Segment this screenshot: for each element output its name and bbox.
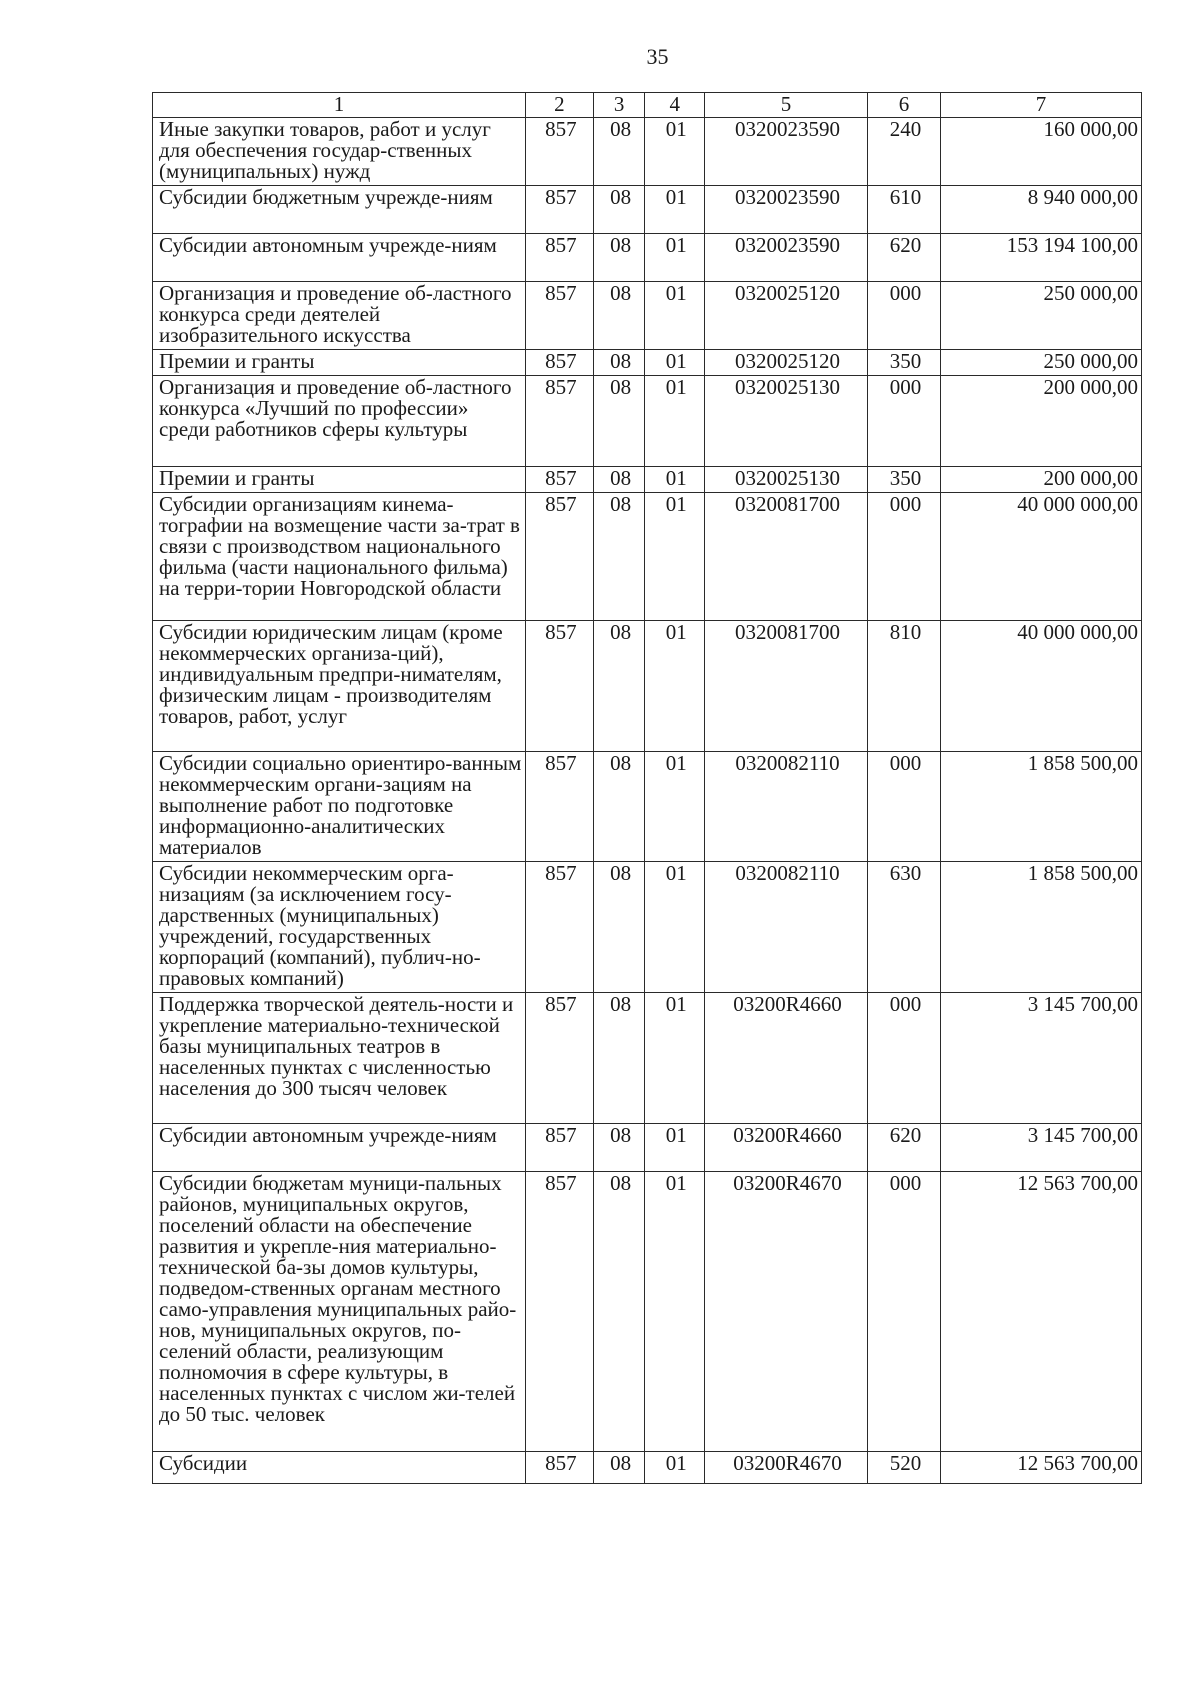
column-header-1: 1	[153, 93, 526, 118]
ministry-code: 857	[525, 282, 593, 350]
amount: 12 563 700,00	[941, 1452, 1142, 1484]
amount: 12 563 700,00	[941, 1172, 1142, 1452]
row-description: Субсидии бюджетам муници-пальных районов, муниципальных округов, поселений области на обеспечение развития и укрепле-ния материально-технической ба-зы домов культуры, подведом-ственных органам местного само-управления муниципальных райо-нов, муниципальных округов, по-селений области, реализующим полномочия в сфере культуры, в населенных пунктах с числом жи-телей до 50 тыс. человек	[153, 1172, 526, 1452]
subsection-code: 01	[645, 1452, 705, 1484]
ministry-code: 857	[525, 186, 593, 234]
target-item-code: 03200R4670	[705, 1452, 868, 1484]
subsection-code: 01	[645, 186, 705, 234]
target-item-code: 0320025120	[705, 282, 868, 350]
subsection-code: 01	[645, 350, 705, 376]
table-body	[153, 118, 1142, 1484]
section-code: 08	[593, 993, 645, 1124]
target-item-code: 0320081700	[705, 493, 868, 621]
target-item-code: 0320081700	[705, 621, 868, 752]
column-header-5: 5	[705, 93, 868, 118]
table-row	[153, 1452, 1142, 1484]
row-description: Субсидии	[153, 1452, 526, 1484]
row-description: Субсидии организациям кинема-тографии на возмещение части за-трат в связи с производством национального фильма (части национального фильма) на терри-тории Новгородской области	[153, 493, 526, 621]
ministry-code: 857	[525, 118, 593, 186]
subsection-code: 01	[645, 376, 705, 467]
section-code: 08	[593, 376, 645, 467]
amount: 200 000,00	[941, 376, 1142, 467]
table-row	[153, 282, 1142, 350]
section-code: 08	[593, 621, 645, 752]
expense-type-code: 620	[867, 1124, 940, 1172]
row-description: Иные закупки товаров, работ и услуг для обеспечения государ-ственных (муниципальных) нужд	[153, 118, 526, 186]
amount: 250 000,00	[941, 282, 1142, 350]
row-description: Субсидии юридическим лицам (кроме некоммерческих организа-ций), индивидуальным предпри-нимателям, физическим лицам - производителям товаров, работ, услуг	[153, 621, 526, 752]
table-row	[153, 376, 1142, 467]
row-description: Субсидии некоммерческим орга-низациям (за исключением госу-дарственных (муниципальных) учреждений, государственных корпораций (компаний), публич-но-правовых компаний)	[153, 862, 526, 993]
expense-type-code: 000	[867, 493, 940, 621]
subsection-code: 01	[645, 1172, 705, 1452]
row-description: Субсидии бюджетным учрежде-ниям	[153, 186, 526, 234]
ministry-code: 857	[525, 234, 593, 282]
target-item-code: 0320025130	[705, 376, 868, 467]
ministry-code: 857	[525, 1172, 593, 1452]
expense-type-code: 240	[867, 118, 940, 186]
section-code: 08	[593, 752, 645, 862]
table-row	[153, 993, 1142, 1124]
section-code: 08	[593, 1452, 645, 1484]
column-header-4: 4	[645, 93, 705, 118]
table-row	[153, 752, 1142, 862]
amount: 153 194 100,00	[941, 234, 1142, 282]
amount: 250 000,00	[941, 350, 1142, 376]
target-item-code: 03200R4660	[705, 1124, 868, 1172]
row-description: Премии и гранты	[153, 350, 526, 376]
section-code: 08	[593, 186, 645, 234]
target-item-code: 03200R4660	[705, 993, 868, 1124]
ministry-code: 857	[525, 493, 593, 621]
expense-type-code: 630	[867, 862, 940, 993]
table-row	[153, 350, 1142, 376]
table-row	[153, 186, 1142, 234]
section-code: 08	[593, 118, 645, 186]
row-description: Субсидии автономным учрежде-ниям	[153, 234, 526, 282]
section-code: 08	[593, 862, 645, 993]
table-row	[153, 621, 1142, 752]
table-row	[153, 862, 1142, 993]
ministry-code: 857	[525, 376, 593, 467]
table-header	[153, 93, 1142, 118]
column-header-7: 7	[941, 93, 1142, 118]
subsection-code: 01	[645, 621, 705, 752]
expense-type-code: 610	[867, 186, 940, 234]
budget-table	[152, 92, 1142, 1484]
section-code: 08	[593, 493, 645, 621]
subsection-code: 01	[645, 282, 705, 350]
target-item-code: 0320023590	[705, 186, 868, 234]
section-code: 08	[593, 350, 645, 376]
target-item-code: 0320025120	[705, 350, 868, 376]
expense-type-code: 520	[867, 1452, 940, 1484]
target-item-code: 03200R4670	[705, 1172, 868, 1452]
subsection-code: 01	[645, 234, 705, 282]
target-item-code: 0320023590	[705, 118, 868, 186]
row-description: Поддержка творческой деятель-ности и укрепление материально-технической базы муниципальных театров в населенных пунктах с численностью населения до 300 тысяч человек	[153, 993, 526, 1124]
table-row	[153, 493, 1142, 621]
expense-type-code: 000	[867, 752, 940, 862]
subsection-code: 01	[645, 993, 705, 1124]
row-description: Субсидии автономным учрежде-ниям	[153, 1124, 526, 1172]
ministry-code: 857	[525, 350, 593, 376]
section-code: 08	[593, 1124, 645, 1172]
target-item-code: 0320082110	[705, 752, 868, 862]
expense-type-code: 000	[867, 376, 940, 467]
subsection-code: 01	[645, 752, 705, 862]
row-description: Премии и гранты	[153, 467, 526, 493]
section-code: 08	[593, 234, 645, 282]
ministry-code: 857	[525, 1124, 593, 1172]
row-description: Организация и проведение об-ластного конкурса среди деятелей изобразительного искусства	[153, 282, 526, 350]
target-item-code: 0320082110	[705, 862, 868, 993]
table-row	[153, 1172, 1142, 1452]
subsection-code: 01	[645, 862, 705, 993]
expense-type-code: 350	[867, 350, 940, 376]
subsection-code: 01	[645, 467, 705, 493]
expense-type-code: 000	[867, 282, 940, 350]
subsection-code: 01	[645, 1124, 705, 1172]
amount: 3 145 700,00	[941, 993, 1142, 1124]
expense-type-code: 810	[867, 621, 940, 752]
page-number: 35	[646, 44, 669, 69]
expense-type-code: 000	[867, 993, 940, 1124]
amount: 8 940 000,00	[941, 186, 1142, 234]
ministry-code: 857	[525, 993, 593, 1124]
row-description: Организация и проведение об-ластного конкурса «Лучший по профессии» среди работников сферы культуры	[153, 376, 526, 467]
row-description: Субсидии социально ориентиро-ванным некоммерческим органи-зациям на выполнение работ по подготовке информационно-аналитических материалов	[153, 752, 526, 862]
ministry-code: 857	[525, 752, 593, 862]
table-row	[153, 467, 1142, 493]
table-row	[153, 118, 1142, 186]
subsection-code: 01	[645, 118, 705, 186]
column-header-3: 3	[593, 93, 645, 118]
ministry-code: 857	[525, 467, 593, 493]
ministry-code: 857	[525, 1452, 593, 1484]
expense-type-code: 000	[867, 1172, 940, 1452]
amount: 160 000,00	[941, 118, 1142, 186]
ministry-code: 857	[525, 862, 593, 993]
ministry-code: 857	[525, 621, 593, 752]
amount: 1 858 500,00	[941, 862, 1142, 993]
column-header-6: 6	[867, 93, 940, 118]
section-code: 08	[593, 282, 645, 350]
amount: 3 145 700,00	[941, 1124, 1142, 1172]
subsection-code: 01	[645, 493, 705, 621]
expense-type-code: 350	[867, 467, 940, 493]
table-row	[153, 1124, 1142, 1172]
target-item-code: 0320023590	[705, 234, 868, 282]
section-code: 08	[593, 1172, 645, 1452]
column-header-2: 2	[525, 93, 593, 118]
header-row	[153, 93, 1142, 118]
target-item-code: 0320025130	[705, 467, 868, 493]
table-row	[153, 234, 1142, 282]
section-code: 08	[593, 467, 645, 493]
amount: 200 000,00	[941, 467, 1142, 493]
amount: 40 000 000,00	[941, 493, 1142, 621]
amount: 40 000 000,00	[941, 621, 1142, 752]
amount: 1 858 500,00	[941, 752, 1142, 862]
expense-type-code: 620	[867, 234, 940, 282]
